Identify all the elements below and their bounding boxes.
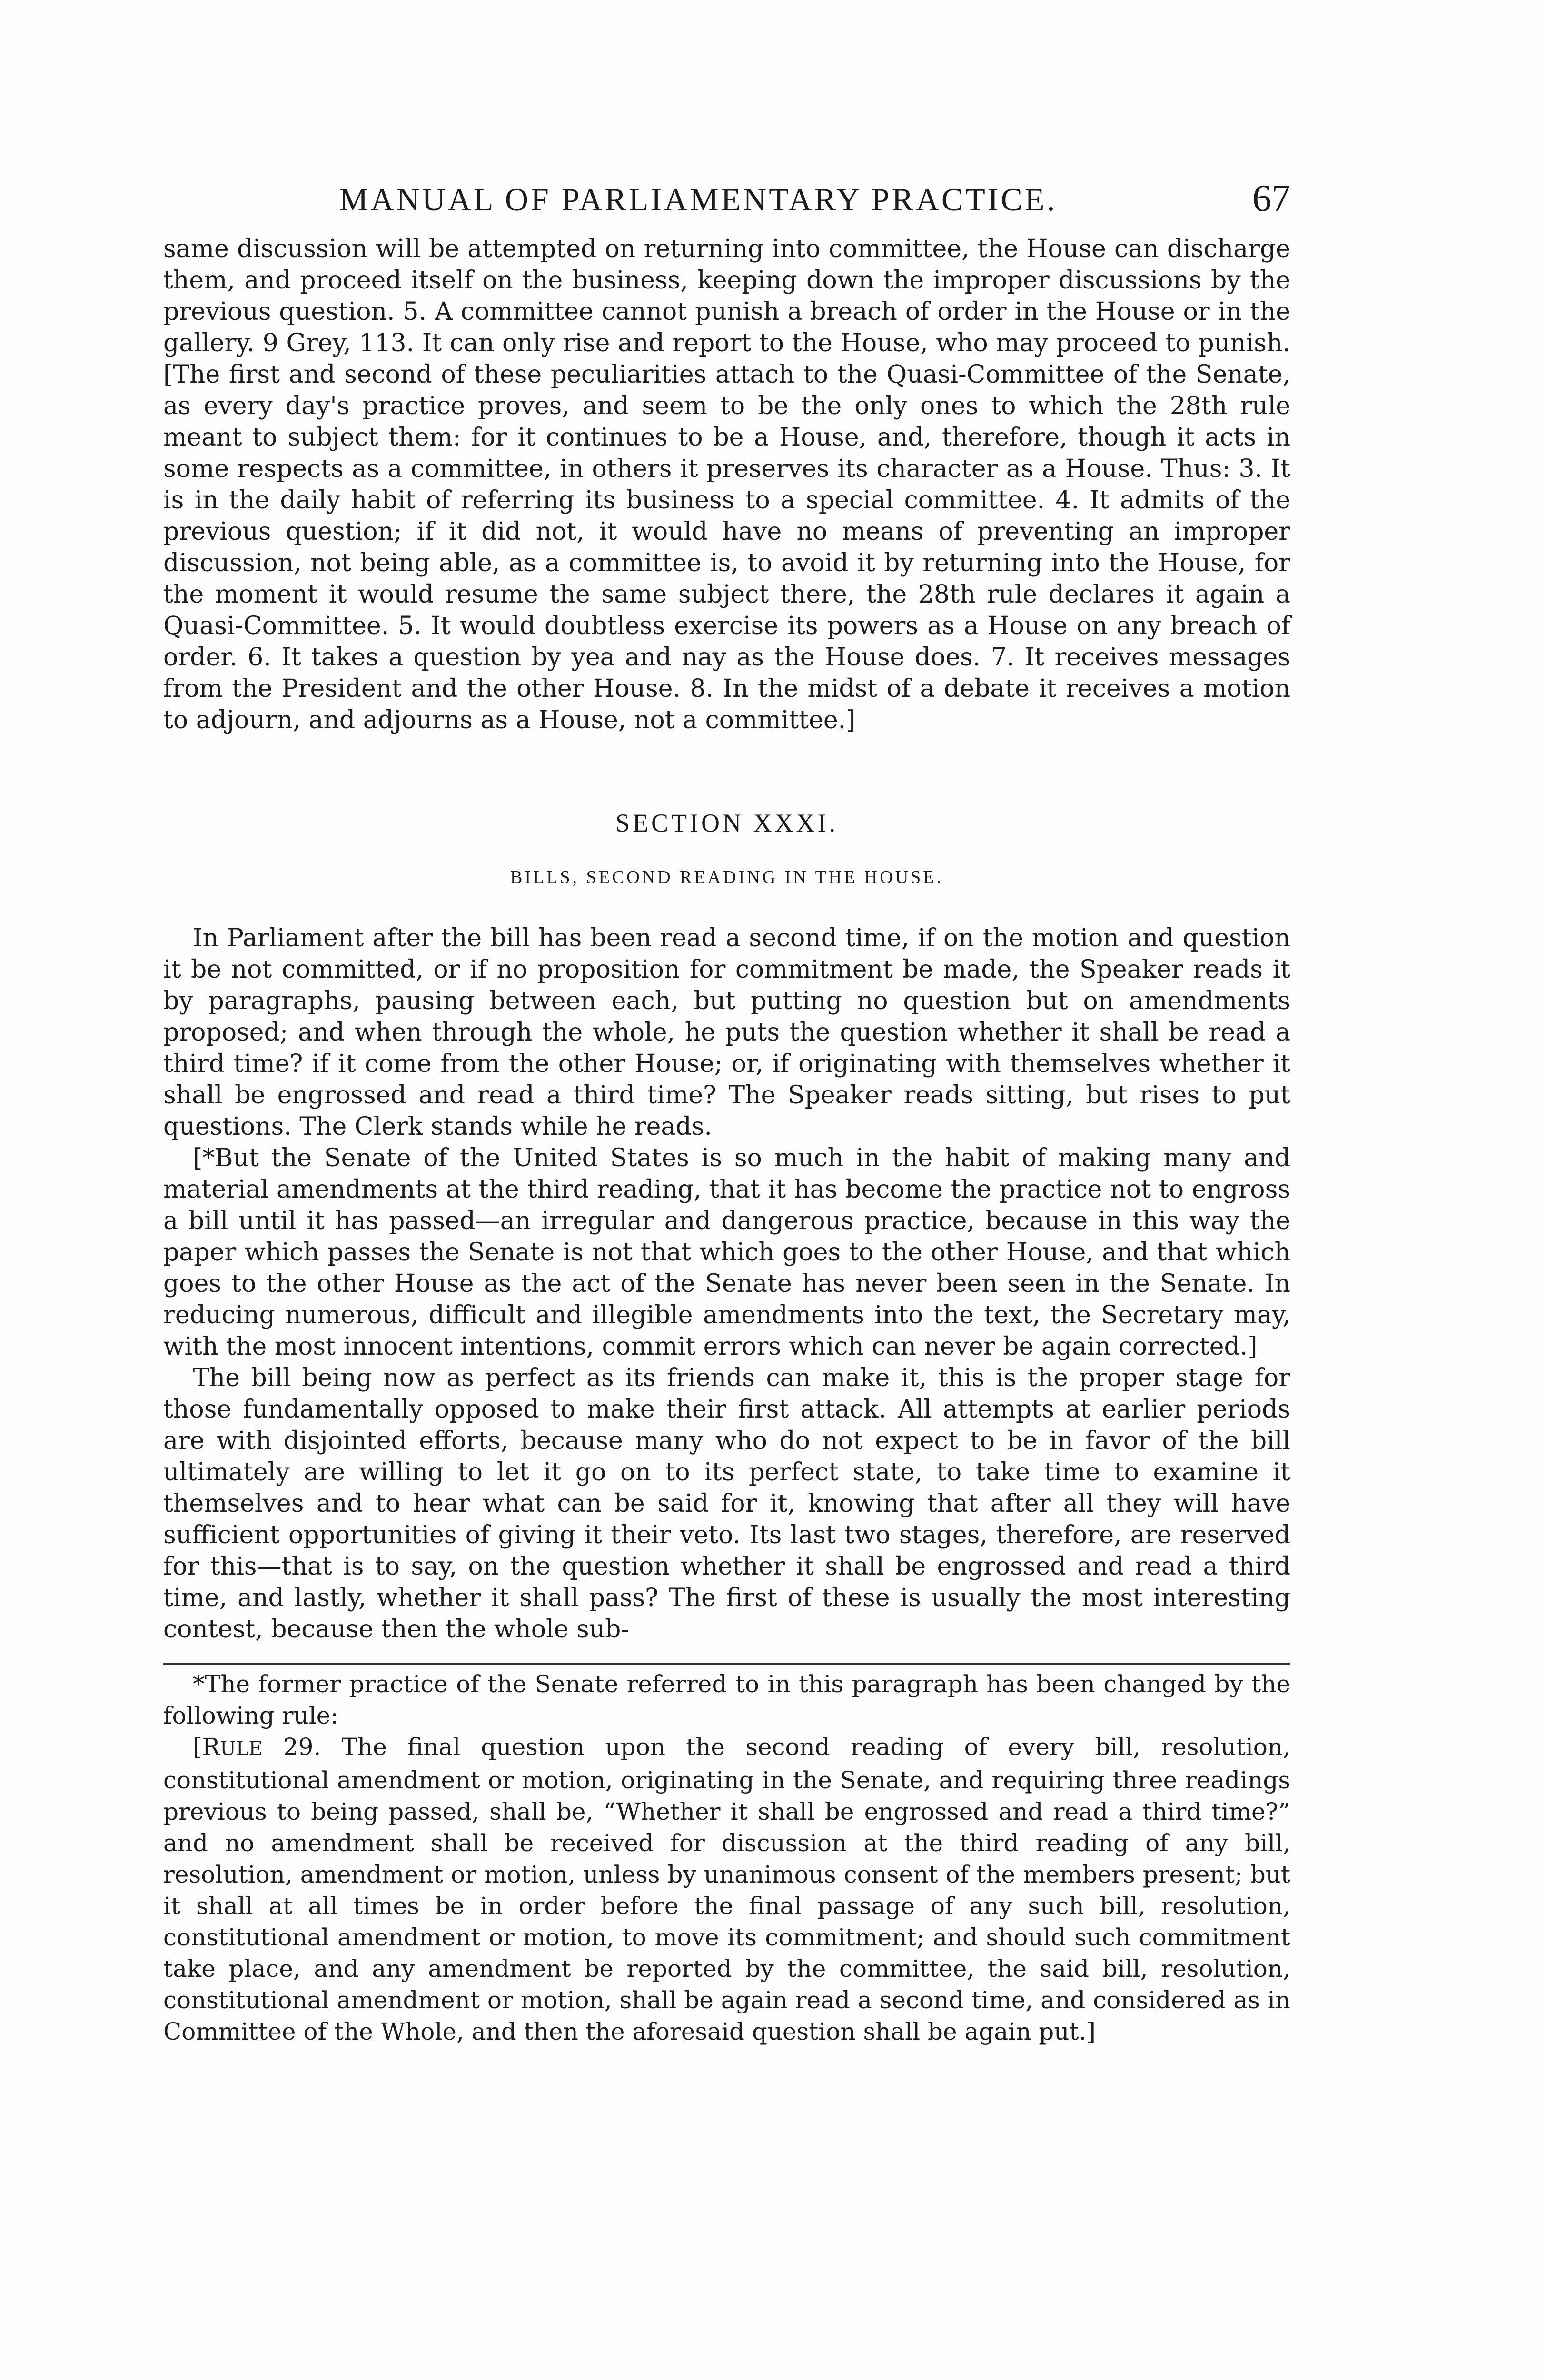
footnote bbox=[163, 1668, 1290, 2047]
page-number: 67 bbox=[1252, 178, 1290, 219]
section-subtitle: BILLS, SECOND READING IN THE HOUSE. bbox=[510, 867, 943, 887]
continuation-paragraph: same discussion will be attempted on returning into committee, the House can discharge them, and proceed itself on the business, keeping down the improper discussions by the previous question. 5. A committee cannot punish a breach of order in the House or in the gallery. 9 Grey, 113. It can only rise and report to the House, who may proceed to punish. [The first and second of these peculiarities attach to the Quasi-Committee of the Senate, as every day's practice proves, and seem to be the only ones to which the 28th rule meant to subject them: for it continues to be a House, and, therefore, though it acts in some respects as a committee, in others it preserves its character as a House. Thus: 3. It is in the daily habit of referring its business to a special committee. 4. It admits of the previous question; if it did not, it would have no means of preventing an improper discussion, not being able, as a committee is, to avoid it by returning into the House, for the moment it would resume the same subject there, the 28th rule declares it again a Quasi-Committee. 5. It would doubtless exercise its powers as a House on any breach of order. 6. It takes a question by yea and nay as the House does. 7. It receives messages from the President and the other House. 8. In the midst of a debate it receives a motion to adjourn, and adjourns as a House, not a committee.] bbox=[163, 235, 1290, 734]
body-text bbox=[163, 233, 1290, 1645]
body-paragraph: The bill being now as perfect as its friends can make it, this is the proper stage for those fundamentally opposed to make their first attack. All attempts at earlier periods are with disjointed efforts, because many who do not expect to be in favor of the bill ultimately are willing to let it go on to its perfect state, to take time to examine it themselves and to hear what can be said for it, knowing that after all they will have sufficient opportunities of giving it their veto. Its last two stages, therefore, are reserved for this—that is to say, on the question whether it shall be engrossed and read a third time, and lastly, whether it shall pass? The first of these is usually the most interesting contest, because then the whole sub- bbox=[163, 1364, 1290, 1644]
running-title: MANUAL OF PARLIAMENTARY PRACTICE. bbox=[339, 181, 1058, 218]
body-paragraph: [*But the Senate of the United States is so much in the habit of making many and material amendments at the third reading, that it has become the practice not to engross a bill until it has passed—an irregular and dangerous practice, because in this way the paper which passes the Senate is not that which goes to the other House, and that which goes to the other House as the act of the Senate has never been seen in the Senate. In reducing numerous, difficult and illegible amendments into the text, the Secretary may, with the most innocent intentions, commit errors which can never be again corrected.] bbox=[163, 1144, 1290, 1361]
footnote-intro: *The former practice of the Senate referred to in this paragraph has been changed by the following rule: bbox=[163, 1670, 1290, 1729]
rule-small-caps: ULE bbox=[220, 1738, 263, 1760]
running-header bbox=[163, 178, 1290, 233]
section-heading: SECTION XXXI. bbox=[615, 809, 838, 837]
footnote-rule-text bbox=[163, 1731, 1290, 2047]
footnote-divider bbox=[163, 1663, 1290, 1665]
book-page bbox=[163, 178, 1290, 2047]
body-paragraph: In Parliament after the bill has been read a second time, if on the motion and question it be not committed, or if no proposition for commitment be made, the Speaker reads it by paragraphs, pausing between each, but putting no question but on amendments proposed; and when through the whole, he puts the question whether it shall be read a third time? if it come from the other House; or, if originating with themselves whether it shall be engrossed and read a third time? The Speaker reads sitting, but rises to put questions. The Clerk stands while he reads. bbox=[163, 924, 1290, 1141]
rule-open: [R bbox=[193, 1733, 220, 1761]
rule-body: 29. The final question upon the second reading of every bill, resolution, constitutional amendment or motion, originating in the Senate, and requiring three readings previous to being passed, shall be, “Whether it shall be engrossed and read a third time?” and no amendment shall be received for discussion at the third reading of any bill, resolution, amendment or motion, unless by unanimous consent of the members present; but it shall at all times be in order before the final passage of any such bill, resolution, constitutional amendment or motion, to move its commitment; and should such commitment take place, and any amendment be reported by the committee, the said bill, resolution, constitutional amendment or motion, shall be again read a second time, and considered as in Committee of the Whole, and then the aforesaid question shall be again put.] bbox=[163, 1733, 1290, 2045]
